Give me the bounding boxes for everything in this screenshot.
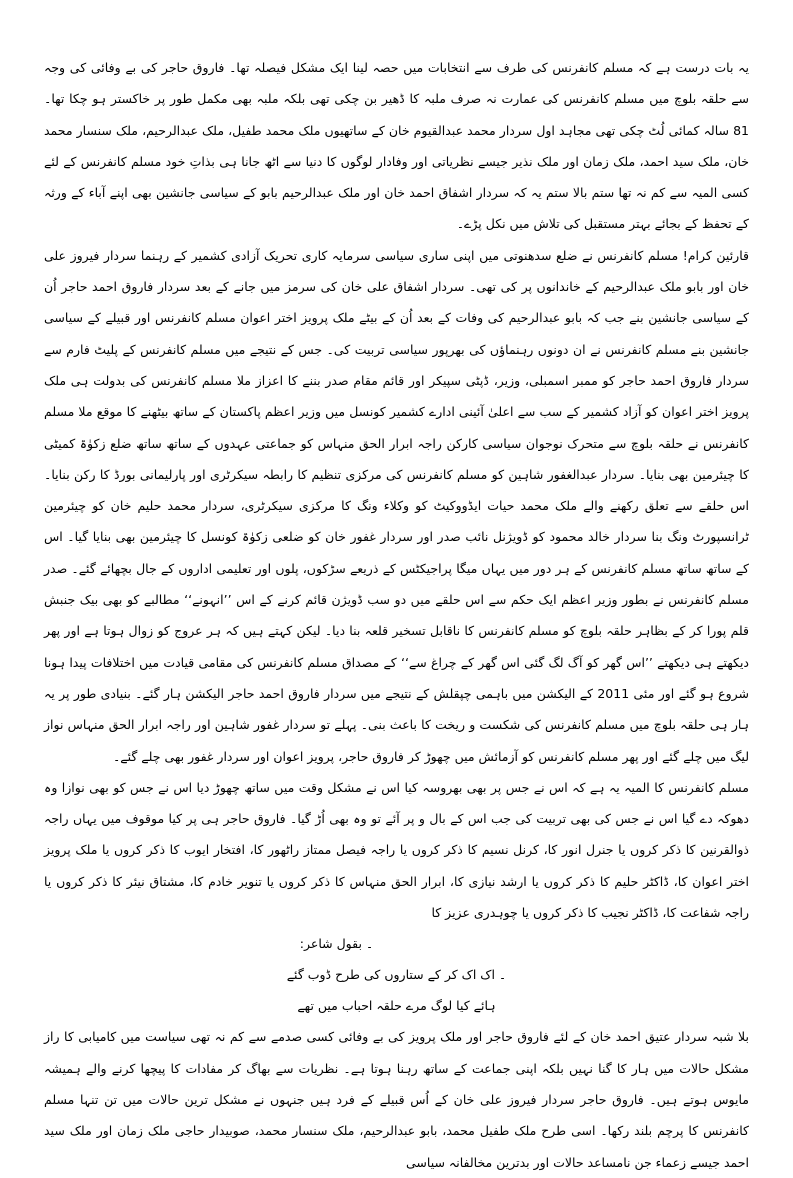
verse-block [44,928,749,1021]
paragraph-1: یہ بات درست ہے کہ مسلم کانفرنس کی طرف سے انتخابات میں حصہ لینا ایک مشکل فیصلہ تھا۔ فاروق حاجر کی بے وفائی کی وجہ سے حلقہ بلوچ میں مسلم کانفرنس کی عمارت نہ صرف ملبہ کا ڈھیر بن چکی تھی بلکہ ملبہ بھی مکمل طور پر خاکستر ہو چکا تھا۔ 81 سالہ کمائی لُٹ چکی تھی مجاہد اول سردار محمد عبدالقیوم خان کے ساتھیوں ملک محمد طفیل، ملک عبدالرحیم، ملک سنسار محمد خان، ملک سید احمد، ملک زمان اور ملک نذیر جیسے نظریاتی اور وفادار لوگوں کا دنیا سے اٹھ جانا ہی بذاتِ خود مسلم کانفرنس کے لئے کسی المیہ سے کم نہ تھا ستم بالا ستم یہ کہ سردار اشفاق احمد خان اور ملک عبدالرحیم بابو کے سیاسی جانشین بھی اپنے آباء کے ورثہ کے تحفظ کے بجائے بہتر مستقبل کی تلاش میں نکل پڑے۔ [44,60,749,232]
verse-line-1: ۔ اک اک کر کے ستاروں کی طرح ڈوب گئے [286,967,507,983]
verse-line-2: ہائے کیا لوگ مرے حلقہ احباب میں تھے [297,998,496,1014]
paragraph-2: قارئین کرام! مسلم کانفرنس نے ضلع سدھنوتی میں اپنی ساری سیاسی سرمایہ کاری تحریک آزادی کشمیر کے رہنما سردار فیروز علی خان اور بابو ملک عبدالرحیم کے خاندانوں پر کی تھی۔ سردار اشفاق علی خان کی سرمز میں جانے کے بعد سردار فاروق احمد حاجر اُن کے سیاسی جانشین بنے جب کہ بابو عبدالرحیم کی وفات کے بعد اُن کے بیٹے ملک پرویز اختر اعوان مسلم کانفرنس اور قبیلے کے سیاسی جانشین بنے مسلم کانفرنس نے ان دونوں رہنماؤں کی بھرپور سیاسی تربیت کی۔ جس کے نتیجے میں مسلم کانفرنس کے پلیٹ فارم سے سردار فاروق احمد حاجر کو ممبر اسمبلی، وزیر، ڈپٹی سپیکر اور قائم مقام صدر بننے کا اعزاز ملا مسلم کانفرنس کی بدولت ہی ملک پرویز اختر اعوان کو آزاد کشمیر کے سب سے اعلیٰ آئینی ادارے کشمیر کونسل میں وزیر اعظم پاکستان کے ساتھ بیٹھنے کا موقع ملا مسلم کانفرنس نے حلقہ بلوچ سے متحرک نوجوان سیاسی کارکن راجہ ابرار الحق منہاس کو جماعتی عہدوں کے ساتھ ساتھ ضلع زکوٰۃ کمیٹی کا چیئرمین بھی بنایا۔ سردار عبدالغفور شاہین کو مسلم کانفرنس کی مرکزی تنظیم کا رابطہ سیکرٹری اور پارلیمانی بورڈ کا رکن بنایا۔ اس حلقے سے تعلق رکھنے والے ملک محمد حیات ایڈووکیٹ کو وکلاء ونگ کا مرکزی سیکرٹری، سردار محمد حلیم خان کو چیئرمین ٹرانسپورٹ ونگ بنا سردار خالد محمود کو ڈویژنل نائب صدر اور سردار غفور خان کو ضلعی زکوٰۃ کونسل کا چیئرمین بھی بنایا گیا۔ اس کے ساتھ ساتھ مسلم کانفرنس کے ہر دور میں یہاں میگا پراجیکٹس کے ذریعے سڑکوں، پلوں اور تعلیمی اداروں کے جال بچھائے گئے۔ صدر مسلم کانفرنس نے بطور وزیر اعظم ایک حکم سے اس حلقے میں دو سب ڈویژن قائم کرنے کے اس ’’انہونے‘‘ مطالبے کو بھی بیک جنبش قلم پورا کر کے بظاہر حلقہ بلوچ کو مسلم کانفرنس کا ناقابل تسخیر قلعہ بنا دیا۔ لیکن کہتے ہیں کہ ہر عروج کو زوال ہوتا ہے اور پھر دیکھتے ہی دیکھتے ’’اس گھر کو آگ لگ گئی اس گھر کے چراغ سے‘‘ کے مصداق مسلم کانفرنس کی مقامی قیادت میں اختلافات پیدا ہونا شروع ہو گئے اور مئی 2011 کے الیکشن میں باہمی چپقلش کے نتیجے میں سردار فاروق احمد حاجر الیکشن ہار گئے۔ بنیادی طور پر یہ ہار ہی حلقہ بلوچ میں مسلم کانفرنس کی شکست و ریخت کا باعث بنی۔ پہلے تو سردار غفور شاہین اور راجہ ابرار الحق منہاس نواز لیگ میں چلے گئے اور پھر مسلم کانفرنس کو آزمائش میں چھوڑ کر فاروق حاجر، پرویز اعوان اور سردار غفور بھی چلے گئے۔ [44,247,749,764]
paragraph-4: بلا شبہ سردار عتیق احمد خان کے لئے فاروق حاجر اور ملک پرویز کی بے وفائی کسی صدمے سے کم نہ تھی سیاست میں کامیابی کا راز مشکل حالات میں ہار کا گنا نہیں بلکہ اپنی جماعت کے ساتھ رہنا ہوتا ہے۔ نظریات سے بھاگ کر مفادات کا پیچھا کرنے والے ہمیشہ مایوس ہوتے ہیں۔ فاروق حاجر سردار فیروز علی خان کے اُس قبیلے کے فرد ہیں جنہوں نے مشکل ترین حالات میں تن تنہا مسلم کانفرنس کا پرچم بلند رکھا۔ اسی طرح ملک طفیل محمد، بابو عبدالرحیم، ملک سنسار محمد، صوبیدار حاجی ملک زمان اور ملک سید احمد جیسے زعماء جن نامساعد حالات اور بدترین مخالفانہ سیاسی [44,1029,749,1170]
verse-intro: ۔ بقول شاعر: [299,936,374,952]
paragraph-3: مسلم کانفرنس کا المیہ یہ ہے کہ اس نے جس پر بھی بھروسہ کیا اس نے مشکل وقت میں ساتھ چھوڑ دیا اس نے جس کو بھی نوازا وہ دھوکہ دے گیا اس نے جس کی بھی تربیت کی جب اس کے بال و پر آئے تو وہ بھی اُڑ گیا۔ فاروق حاجر ہی پر کیا موقوف میں یہاں راجہ ذوالقرنین کا ذکر کروں یا جنرل انور کا، کرنل نسیم کا ذکر کروں یا راجہ فیصل ممتاز راٹھور کا، افتخار ایوب کا ذکر کروں یا ملک پرویز اختر اعوان کا، ڈاکٹر حلیم کا ذکر کروں یا ارشد نیازی کا، ابرار الحق منہاس کا ذکر کروں یا تنویر خادم کا، مشتاق نیئر کا ذکر کروں یا راجہ شفاعت کا، ڈاکٹر نجیب کا ذکر کروں یا چوہدری عزیز کا [44,779,749,921]
